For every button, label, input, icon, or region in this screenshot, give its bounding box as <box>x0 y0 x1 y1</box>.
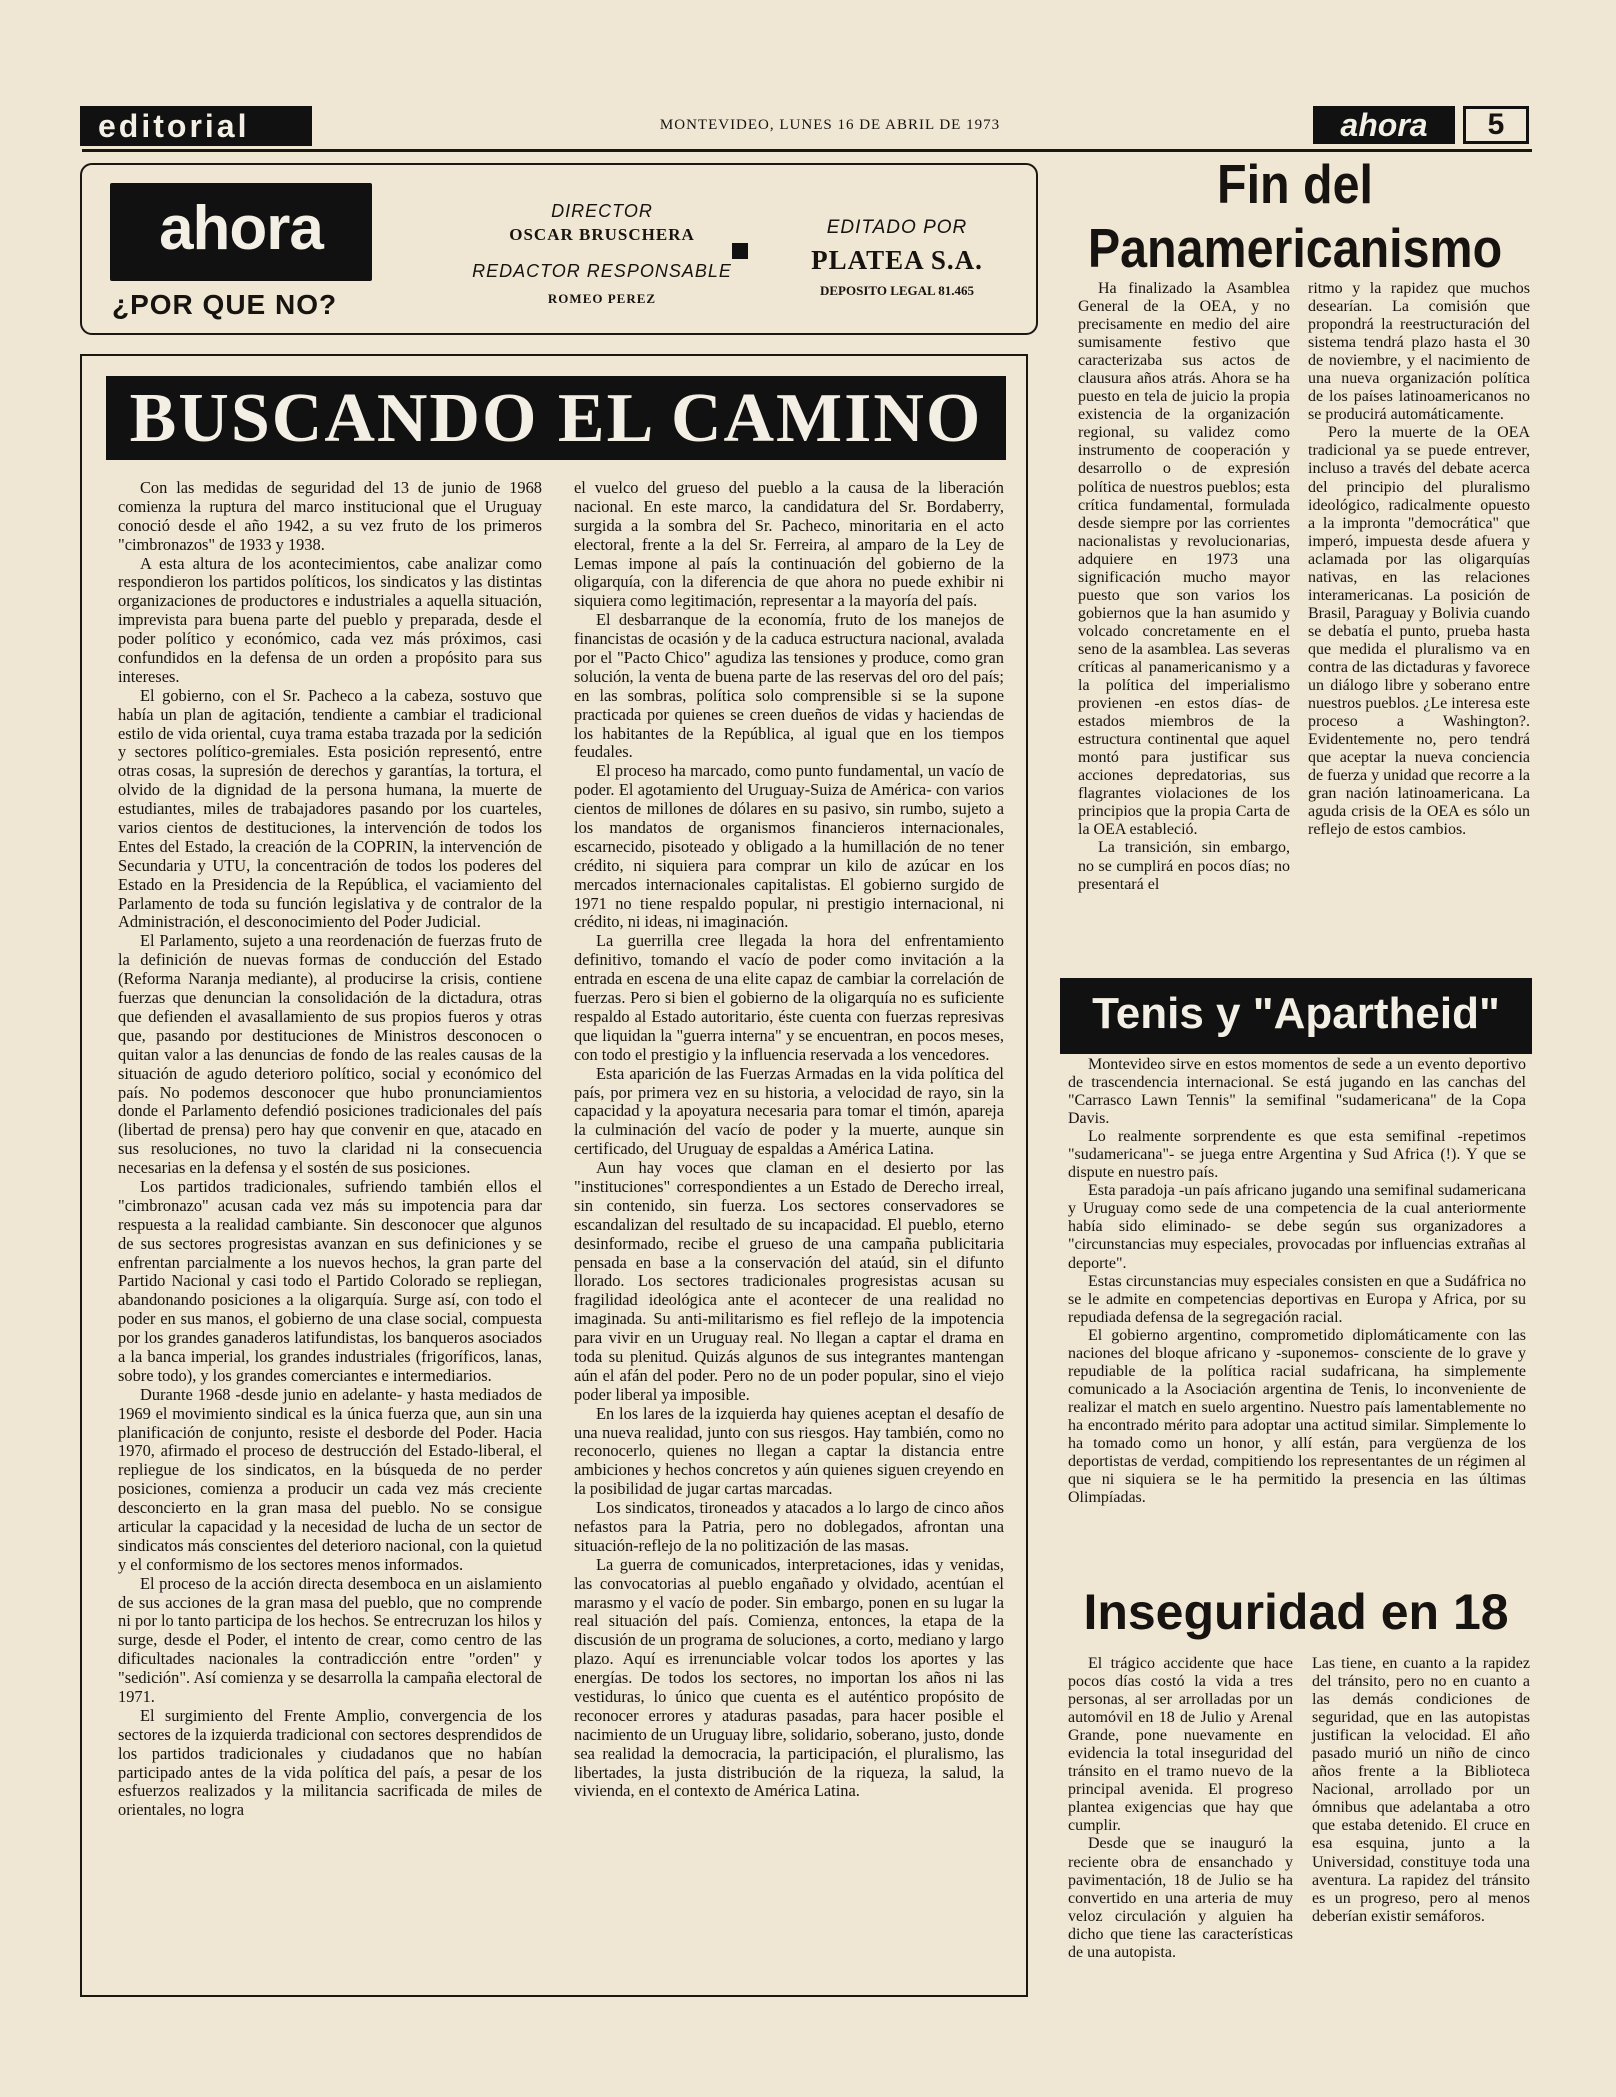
paragraph: En los lares de la izquierda hay quienes aceptan el desafío de una nueva realidad, junto con sus riesgos. Hay también, como no reconocerlo, quienes no llegan a captar la distancia entre ambiciones y hechos concretos y aún quienes siguen creyendo en la posibilidad de jugar cartas marcadas. <box>574 1403 1004 1499</box>
paragraph: Las tiene, en cuanto a la rapidez del tránsito, pero no en cuanto a las demás condiciones de seguridad, que en las autopistas justifican la velocidad. El año pasado murió un niño de cinco años frente a la Biblioteca Nacional, arrollado por un ómnibus que adelantaba a otro que estaba detenido. El cruce en esa esquina, junto a la Universidad, constituye toda una aventura. La rapidez del tránsito es un progreso, pero al menos deberían existir semáforos. <box>1312 1655 1530 1925</box>
legal-deposit: DEPOSITO LEGAL 81.465 <box>820 283 974 298</box>
paragraph: ritmo y la rapidez que muchos desearían. La comisión que propondrá la reestructuración del sistema tendrá plazo hasta el 30 de noviembre, y el nacimiento de una nueva organización política de los países latinoamericanos no se producirá automáticamente. <box>1308 280 1530 424</box>
paragraph: Estas circunstancias muy especiales consisten en que a Sudáfrica no se le admite en competencias deportivas en Europa y Africa, por su repudiada defensa de la segregación racial. <box>1068 1272 1526 1326</box>
paragraph: el vuelco del grueso del pueblo a la causa de la liberación nacional. En este marco, la candidatura del Sr. Bordaberry, surgida a la sombra del Sr. Pacheco, minoritaria en el acto electoral, frente a la del Sr. Ferreira, al amparo de la Ley de Lemas impone al país la continuación del gobierno de la oligarquía, con la diferencia de que ahora no puede exhibir ni siquiera como legitimación, representar a la mayoría del país. <box>574 478 1004 611</box>
paragraph: El gobierno, con el Sr. Pacheco a la cabeza, sostuvo que había un plan de agitación, tendiente a cambiar el tradicional estilo de vida oriental, cuya trama estaba trazada por la sedición y sectores político-gremiales. Esta posición representó, entre otras cosas, la supresión de derechos y garantías, la tortura, el olvido de la dignidad de la persona humana, la muerte de estudiantes, miles de trabajadores pasando por los cuarteles, varios cientos de destituciones, la intervención de todos los Entes del Estado, la creación de la COPRIN, la intervención de Secundaria y UTU, la concentración de todos los poderes del Estado en la Presidencia de la República, el vaciamiento del Parlamento de toda su función legislativa y de contralor de la Administración, el desconocimiento del Poder Judicial. <box>118 685 542 932</box>
paragraph: Esta paradoja -un país africano jugando una semifinal sudamericana y Uruguay como sede de una competencia de la cual anteriormente había sido eliminado- se debe según sus organizadores a "circunstancias muy especiales, provocadas por influencias extrañas al deporte". <box>1068 1182 1526 1272</box>
main-article-box <box>80 354 1028 1997</box>
paragraph: Los sindicatos, tironeados y atacados a lo largo de cinco años nefastos para la Patria, pero no doblegados, afrontan una situación-reflejo de la no politización de las masas. <box>574 1498 1004 1555</box>
director-name: OSCAR BRUSCHERA <box>509 225 695 244</box>
dateline: MONTEVIDEO, LUNES 16 DE ABRIL DE 1973 <box>659 117 1001 133</box>
bullet-square-icon <box>732 243 748 259</box>
main-headline: BUSCANDO EL CAMINO <box>129 380 983 457</box>
paragraph: Pero la muerte de la OEA tradicional ya se puede entrever, incluso a través del debate acerca del principio del pluralismo ideológico, radicalmente opuesto a la impronta "democrática" que imperó, impuesta desde afuera y aclamada por las oligarquías nativas, en las relaciones interamericanas. La posición de Brasil, Paraguay y Bolivia cuando se debatía el punto, prueba hasta que medida el pluralismo va en contra de las dictaduras y favorece un diálogo libre y soberano entre nuestros pueblos. ¿Le interesa este proceso a Washington?. Evidentemente no, pero tendrá que aceptar la nueva conciencia de fuerza y unidad que recorre a la gran nación latinoamericana. La aguda crisis de la OEA es sólo un reflejo de estos cambios. <box>1308 424 1530 839</box>
side-article-2-body <box>1068 1056 1526 1507</box>
paragraph: Los partidos tradicionales, sufriendo también ellos el "cimbronazo" acusan cada vez más su impotencia para dar respuesta a la realidad cambiante. Sin desconocer que algunos de sus sectores progresistas avanzan en sus definiciones y se enfrentan parcialmente a los nuevos hechos, la gran parte del Partido Nacional y casi todo el Partido Colorado se repliegan, abandonando posiciones a la oligarquía. Surge así, con todo el poder en sus manos, el gobierno de una clase social, compuesta por los grandes ganaderos latifundistas, los banqueros asociados a la banca imperial, los grandes industriales (frigoríficos, lanas, sobre todo), y los grandes comerciantes e intermediarios. <box>118 1176 542 1385</box>
paper-name-label: ahora <box>1313 106 1455 144</box>
paragraph: El proceso de la acción directa desemboca en un aislamiento de sus acciones de la gran masa del pueblo, que no comprende ni por lo tanto participa de los hechos. Se entrecruzan los hilos y surge, desde el Poder, el intento de crear, como centro de las dificultades nacionales la contradicción entre "orden" y "sedición". Así comienza y se desarrolla la campaña electoral de 1971. <box>118 1573 542 1706</box>
paragraph: La guerra de comunicados, interpretaciones, idas y venidas, las convocatorias al pueblo engañado y olvidado, acentúan el marasmo y el vacío de poder. Sin embargo, ponen en su lugar la real situación del país. Comienza, entonces, la etapa de la discusión de un programa de soluciones, a corto, mediano y largo plazo. Aquí es irrenunciable volcar todos los aportes y las energías. De todos los sectores, no importan los años ni las vestiduras, lo único que cuenta es el auténtico propósito de reconocer errores y ataduras pasadas, para hacer posible el nacimiento de un Uruguay libre, solidario, soberano, justo, donde sea realidad la democracia, la participación, el pluralismo, las libertades, la justa distribución de la riqueza, la salud, la vivienda, en el contexto de América Latina. <box>574 1554 1004 1801</box>
paragraph: Ha finalizado la Asamblea General de la OEA, y no precisamente en medio del aire sumisamente festivo que caracterizaba sus actos de clausura años atrás. Ahora se ha puesto en tela de juicio la propia existencia de la organización regional, su validez como instrumento de cooperación y desarrollo o de expresión política de nuestros pueblos; esta crítica fundamental, formulada desde siempre por las corrientes nacionalistas y revolucionarias, adquiere en 1973 una significación mucho mayor puesto que son varios los gobiernos que la han asumido y volcado concretamente en el seno de la asamblea. Las severas críticas al panamericanismo y a la política del imperialismo provienen -en estos días- de estados miembros de la estructura continental que aquel montó para justificar sus acciones depredatorias, sus flagrantes violaciones de los principios que la propia Carta de la OEA estableció. <box>1078 280 1290 839</box>
paragraph: Montevideo sirve en estos momentos de sede a un evento deportivo de trascendencia internacional. Se está jugando en las canchas del "Carrasco Lawn Tennis" la semifinal "sudamericana" de la Copa Davis. <box>1068 1056 1526 1128</box>
side-article-3-column-1 <box>1068 1655 1293 1962</box>
editor-name: ROMEO PEREZ <box>547 291 657 306</box>
main-article-column-2 <box>574 479 1004 1801</box>
section-label-editorial: editorial <box>80 106 312 146</box>
paragraph: El surgimiento del Frente Amplio, convergencia de los sectores de la izquierda tradicional con sectores desprendidos de los partidos tradicionales y ciudadanos que no habían participado antes de la vida política del país, a pesar de los esfuerzos realizados y la militancia sacrificada de miles de orientales, no logra <box>118 1705 542 1820</box>
side-article-1-title: Fin del Panamericanismo <box>1087 153 1503 279</box>
side-article-2-title: Tenis y "Apartheid" <box>1092 989 1500 1038</box>
main-article-column-1 <box>118 479 542 1820</box>
paragraph: La transición, sin embargo, no se cumplirá en pocos días; no presentará el <box>1078 839 1290 893</box>
masthead-box <box>80 163 1038 335</box>
paragraph: El desbarranque de la economía, fruto de los manejos de financistas de ocasión y de la caduca estructura nacional, avalada por el "Pacto Chico" agudiza las tensiones y produce, como gran solución, la venta de buena parte de las reservas del oro del país; en las sombras, política solo comprensible si se la supone practicada por quienes se creen dueños de vidas y haciendas de los habitantes de la República, al igual que en los tiempos feudales. <box>574 610 1004 762</box>
paragraph: El trágico accidente que hace pocos días costó la vida a tres personas, al ser arrolladas por un automóvil en 18 de Julio y Arenal Grande, pone nuevamente en evidencia la total inseguridad del tránsito en el tramo nuevo de la principal avenida. El progreso plantea exigencias que hay que cumplir. <box>1068 1655 1293 1835</box>
paragraph: El proceso ha marcado, como punto fundamental, un vacío de poder. El agotamiento del Uruguay-Suiza de América- con varios cientos de millones de dólares en su pasivo, sin rumbo, sujeto a los mandatos de organismos financieros internacionales, escarnecido, pisoteado y obligado a la humillación de no tener crédito, ni siquiera para comprar un kilo de azúcar en los mercados internacionales capitalistas. El gobierno surgido de 1971 no tiene respaldo popular, ni prestigio internacional, ni crédito, ni ideas, ni imaginación. <box>574 761 1004 932</box>
side-article-2-title-bar <box>1060 978 1532 1054</box>
paragraph: El gobierno argentino, comprometido diplomáticamente con las naciones del bloque africano y -suponemos- consciente de lo grave y repudiable de la política racial sudafricana, ha simplemente comunicado a la Asociación argentina de Tenis, lo inconveniente de realizar el match en suelo argentino. Nuestro país lamentablemente no ha encontrado mérito para adoptar una actitud similar. Simplemente lo ha tomado como un honor, y allí están, para vergüenza de los deportistas de verdad, compitiendo los representantes de un régimen al que ni siquiera se le ha permitido la presencia en las últimas Olimpíadas. <box>1068 1326 1526 1507</box>
paragraph: Aun hay voces que claman en el desierto por las "instituciones" correspondientes a un Estado de Derecho irreal, sin contenido, sin fuerza. Los sectores conservadores se escandalizan del resultado de su incapacidad. El pueblo, eterno desinformado, recibe el grueso de una campaña publicitaria pensada en base a la conservación del ataúd, sin el difunto llorado. Los sectores tradicionales progresistas acusan su fragilidad ideológica ante el acontecer de una realidad no imaginada. Su anti-militarismo es fiel reflejo de la impotencia para vivir en un Uruguay real. No llegan a captar el drama en toda su plenitud. Quizás algunos de sus integrantes mantengan aún el afán del poder. Pero no de un poder popular, sino el viejo poder liberal ya imposible. <box>574 1158 1004 1404</box>
headline-bar <box>106 376 1006 460</box>
publisher-label: EDITADO POR <box>826 217 968 238</box>
ahora-logo <box>110 183 372 281</box>
paragraph: El Parlamento, sujeto a una reordenación de fuerzas fruto de la definición de nuevas formas de conducción del Estado (Reforma Naranja mediante), al producirse la crisis, contiene fuerzas que denuncian la consolidación de la dictadura, otras que defienden el avasallamiento de sus propios fueros y otras que, pasando por destituciones de Ministros desconocen o quitan valor a las denuncias de fondo de las reales causas de la situación de agudo deterioro político, social y económico del país. No podemos desconocer que hubo pronunciamientos donde el Parlamento defendió posiciones tradicionales del país (libertad de prensa) pero hay que convenir en que, atacado en sus resoluciones, no tuvo la claridad ni la consecuencia necesarias en la defensa y el sostén de sus posiciones. <box>118 931 542 1178</box>
paragraph: A esta altura de los acontecimientos, cabe analizar como respondieron los partidos políticos, los sindicatos y las distintas organizaciones de productores e industriales a aquella situación, imprevista para buena parte del pueblo y preparada, desde el poder político y económico, cada vez más próximos, casi confundidos en la defensa de un orden a propósito para sus intereses. <box>118 553 542 686</box>
ahora-logo-text: ahora <box>159 194 323 263</box>
paragraph: Con las medidas de seguridad del 13 de junio de 1968 comienza la ruptura del marco institucional que el Uruguay conoció desde el año 1942, a su vez fruto de los primeros "cimbronazos" de 1933 y 1938. <box>118 478 542 554</box>
paragraph: Durante 1968 -desde junio en adelante- y hasta mediados de 1969 el movimiento sindical es la única fuerza que, aun sin una planificación de conjunto, resiste el desborde del Poder. Hacia 1970, afirmado el proceso de destrucción del Estado-liberal, el repliegue de los sindicatos, en la búsqueda de no perder posiciones, comienza a producir un cada vez más creciente desconcierto en la gran masa del pueblo. No se consigue articular la capacidad y la necesidad de lucha de un sector de sindicatos más conscientes del deterioro nacional, con la quietud y el conformismo de los sectores menos informados. <box>118 1384 542 1574</box>
side-article-1-column-1 <box>1078 280 1290 894</box>
paragraph: Lo realmente sorprendente es que esta semifinal -repetimos "sudamericana"- se juega entre Argentina y Sud Africa (!). Y que se dispute en nuestro país. <box>1068 1128 1526 1182</box>
director-label: DIRECTOR <box>551 201 653 221</box>
side-article-3-column-2 <box>1312 1655 1530 1926</box>
publisher-name: PLATEA S.A. <box>811 245 983 275</box>
page-number: 5 <box>1463 106 1529 144</box>
editor-label: REDACTOR RESPONSABLE <box>472 261 732 281</box>
side-article-3-title: Inseguridad en 18 <box>1083 1584 1509 1640</box>
side-article-1-column-2 <box>1308 280 1530 839</box>
paragraph: La guerrilla cree llegada la hora del enfrentamiento definitivo, tomando el vacío de poder como invitación a la entrada en escena de una elite capaz de cambiar la correlación de fuerzas. Pero si bien el gobierno de la oligarquía no es suficiente respaldo al Estado autoritario, éste cuenta con fuerzas represivas que liquidan la "guerra interna" y se encuentran, en pocos meses, con todo el prestigio y la influencia reservada a los vencedores. <box>574 931 1004 1064</box>
masthead-slogan: ¿POR QUE NO? <box>112 289 338 320</box>
paragraph: Desde que se inauguró la reciente obra de ensanchado y pavimentación, 18 de Julio se ha convertido en una arteria de muy veloz circulación y alguien ha dicho que tiene las características de una autopista. <box>1068 1835 1293 1961</box>
paragraph: Esta aparición de las Fuerzas Armadas en la vida política del país, por primera vez en su historia, a velocidad de rayo, sin la capacidad y la apoyatura necesaria para tomar el timón, apareja la culminación del vacío de poder y la muerte, aunque sin certificado, del Uruguay de espaldas a América Latina. <box>574 1063 1004 1159</box>
